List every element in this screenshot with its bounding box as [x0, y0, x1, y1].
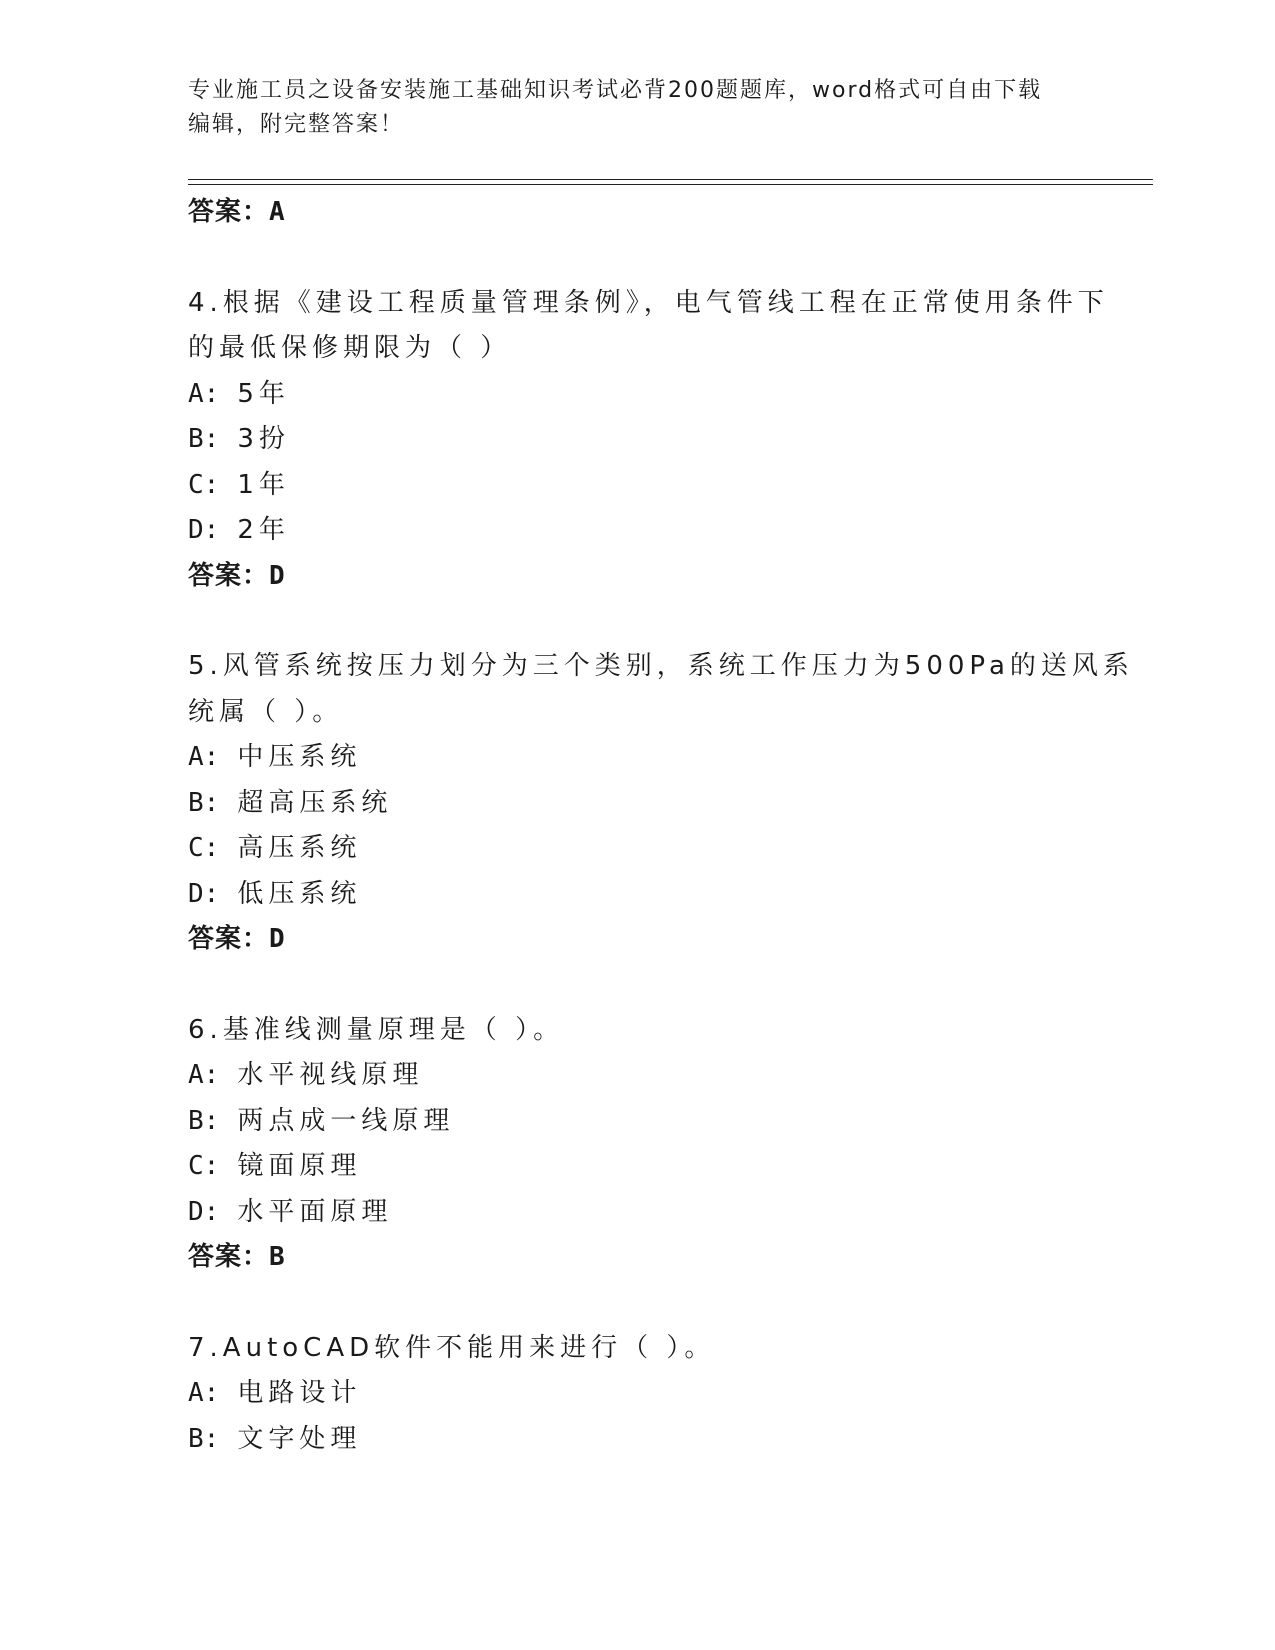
- option-letter: A:: [188, 1378, 220, 1408]
- answer: 答案：D: [188, 924, 286, 954]
- option-text: 1年: [237, 469, 290, 500]
- option-text: 5年: [237, 378, 290, 409]
- option-letter: B:: [188, 424, 220, 454]
- option-text: 低压系统: [237, 878, 362, 909]
- header-divider-top: [188, 179, 1153, 180]
- question-stem-continued: 统属（ ）。: [188, 696, 344, 727]
- option-d: [188, 508, 1088, 554]
- option-text: 3扮: [237, 424, 290, 454]
- option-a: [188, 372, 1088, 418]
- option-text: 高压系统: [237, 833, 362, 863]
- option-letter: D:: [188, 515, 220, 545]
- option-letter: C:: [188, 469, 220, 500]
- header-divider-bottom: [188, 184, 1153, 185]
- question-6: [188, 1008, 1088, 1281]
- answer: 答案：D: [188, 560, 286, 591]
- document-header: [188, 74, 1068, 142]
- question-7: [188, 1326, 1088, 1463]
- previous-answer: 答案：A: [188, 197, 286, 227]
- option-letter: A:: [188, 1060, 220, 1090]
- spacer: [188, 1281, 1088, 1326]
- header-line-1: 专业施工员之设备安装施工基础知识考试必背200题题库，word格式可自由下载: [188, 78, 1043, 103]
- question-stem: 5.风管系统按压力划分为三个类别，系统工作压力为500Pa的送风系: [188, 651, 1134, 681]
- option-c: [188, 463, 1088, 509]
- option-a: [188, 1371, 1088, 1417]
- question-4: [188, 281, 1109, 600]
- option-text: 中压系统: [237, 742, 362, 772]
- option-text: 超高压系统: [237, 787, 393, 818]
- question-stem: 4.根据《建设工程质量管理条例》，电气管线工程在正常使用条件下: [188, 287, 1109, 318]
- question-stem: 6.基准线测量原理是（ ）。: [188, 1014, 565, 1045]
- option-d: [188, 872, 1088, 918]
- header-line-2: 编辑，附完整答案！: [188, 112, 405, 137]
- option-c: [188, 826, 1088, 872]
- question-stem-continued: 的最低保修期限为（ ）: [188, 333, 512, 363]
- option-text: 2年: [237, 515, 290, 545]
- option-c: [188, 1144, 1088, 1190]
- option-letter: D:: [188, 878, 220, 909]
- option-text: 镜面原理: [237, 1151, 362, 1181]
- option-letter: B:: [188, 1105, 220, 1136]
- option-letter: C:: [188, 1151, 220, 1181]
- spacer: [188, 236, 1088, 281]
- spacer: [188, 963, 1088, 1008]
- question-5: [188, 644, 1134, 963]
- option-b: [188, 781, 1088, 827]
- answer: 答案：B: [188, 1242, 286, 1272]
- question-stem: 7.AutoCAD软件不能用来进行（ ）。: [188, 1332, 716, 1363]
- option-a: [188, 1053, 1088, 1099]
- option-letter: B:: [188, 1423, 220, 1454]
- option-letter: A:: [188, 742, 220, 772]
- option-letter: C:: [188, 833, 220, 863]
- option-text: 水平视线原理: [237, 1060, 424, 1090]
- option-b: [188, 1099, 1088, 1145]
- option-b: [188, 417, 1088, 463]
- option-text: 两点成一线原理: [237, 1105, 455, 1136]
- option-letter: D:: [188, 1196, 220, 1227]
- option-text: 文字处理: [237, 1423, 362, 1454]
- option-text: 电路设计: [237, 1378, 362, 1408]
- question-list: [188, 190, 1134, 1462]
- option-b: [188, 1417, 1088, 1463]
- option-d: [188, 1190, 1088, 1236]
- option-a: [188, 735, 1088, 781]
- spacer: [188, 599, 1088, 644]
- option-letter: B:: [188, 787, 220, 818]
- option-text: 水平面原理: [237, 1196, 393, 1227]
- option-letter: A:: [188, 378, 220, 409]
